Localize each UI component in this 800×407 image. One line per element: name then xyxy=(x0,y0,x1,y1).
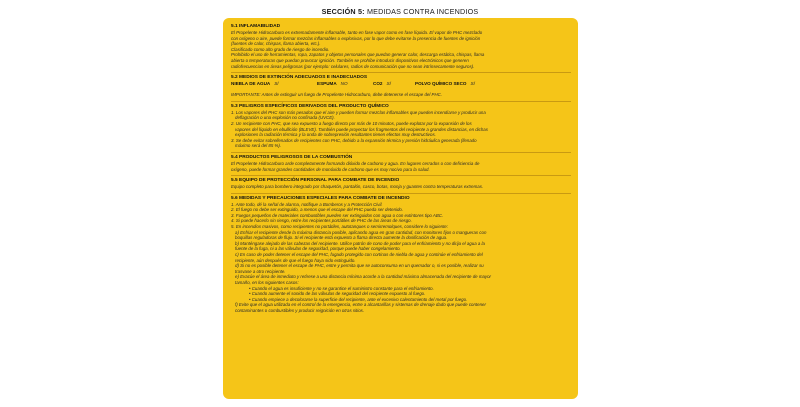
section-heading: 5.3 PELIGROS ESPECÍFICOS DERIVADOS DEL PRODUCTO QUÍMICO xyxy=(231,103,389,109)
section-5-5 xyxy=(231,176,571,194)
text-line: fuente de la fuga, ni a las válvulas de seguridad, porque puede haber congelamiento. xyxy=(235,246,401,252)
text-line: contaminantes o combustibles y producir reignición en otras sitios. xyxy=(235,307,365,313)
text-line: 3. Fuegos pequeños de materiales combustibles pueden ser extinguidos con agua o con extintores tipo ABC. xyxy=(231,212,444,218)
media-label: POLVO QUÍMICO SECO xyxy=(415,81,467,87)
text-line: f) Evite que el agua utilizada en el control de la emergencia, entre a alcantarillas y sistemas de drenaje dado que puede contener xyxy=(235,302,486,308)
section-heading: 5.4 PRODUCTOS PELIGROSOS DE LA COMBUSTIÓN xyxy=(231,154,353,160)
text-line: c) En caso de poder detener el escape del PHC, fugado protegido con cortinas de niebla de agua y continúe el enfriamiento del xyxy=(235,252,483,258)
section-5-3 xyxy=(231,102,571,153)
media-co2 xyxy=(373,81,415,87)
text-line: Prohibido el uso de herramientas, ropa, zapatos y objetos personales que puedan generar calor, descarga estática, chispas, llama xyxy=(231,52,485,58)
media-foam xyxy=(317,81,373,87)
text-line: 2. El fuego no debe ser extinguido, a menos que el escape del PHC pueda ser detenido. xyxy=(231,207,404,213)
media-label: ESPUMA xyxy=(317,81,337,87)
media-value: SÍ xyxy=(274,81,279,87)
text-line: Clasificado como alto grado de riesgo de incendio. xyxy=(231,46,330,52)
text-line: El Propelente Hidrocarburo arde completamente formando dióxido de carbono y agua. En lugares cerrados o con deficiencia de xyxy=(231,160,480,166)
section-5-2 xyxy=(231,73,571,102)
text-line: 3. Se debe evitar sobrellenados de recipientes con PHC, debido a la expansión térmica y presión hidráulica generada (llenado xyxy=(231,137,477,143)
text-line: vapores del líquido en ebullición (BLEVE). También puede proyectar los fragmentos del recipiente a grandes distancias, en dichas xyxy=(235,126,488,132)
media-value: SÍ xyxy=(470,81,475,87)
text-line: 5. En incendios masivos, como recipientes no portátiles, autotanques o semirremolques, considere lo siguiente: xyxy=(231,224,448,230)
text-line: explosiones la radiación térmica y la onda de sobrepresión resultantes tienen efectos muy destructivos. xyxy=(235,132,436,138)
section-label: SECCIÓN 5: xyxy=(321,7,365,16)
bullet-item: • Cuando aumente el sonido de las válvulas de seguridad del recipiente expuesto al fuego. xyxy=(231,291,571,297)
text-line: recipiente, aún después de que el fuego haya sido extinguido. xyxy=(235,257,356,263)
media-value: NO xyxy=(340,81,348,87)
page-title xyxy=(0,7,800,16)
media-water-fog xyxy=(231,81,317,87)
bullet-item: • Cuando empiece a decolorarse la superficie del recipiente, ante el excesivo calentamiento del metal por fuego. xyxy=(231,297,571,303)
text-line: oxígeno, puede formar grandes cantidades de monóxido de carbono que es muy nocivo para la salud. xyxy=(231,166,430,172)
text-line: e) Evacúe el área de inmediato y retírese a una distancia mínima acorde a la cantidad máxima almacenada del recipiente de mayor xyxy=(235,274,492,280)
text-line: tamaño, en los siguientes casos: xyxy=(235,280,299,285)
text-line: con oxígeno o aire, puede formar mezclas inflamables o explosivas, por lo que debe evitarse la presencia de fuentes de ignición xyxy=(231,35,481,41)
section-5-4 xyxy=(231,153,571,176)
text-line: d) Si no es posible detener el escape de PHC, entre y permita que se autoconsuma en un quemador o, si es posible, realizar su xyxy=(235,263,484,269)
text-line: 1. Ante todo, dé la señal de alarma, notifique a Bomberos y a Protección Civil. xyxy=(231,201,383,207)
text-line: Equipo completo para bombero integrado por chaquetón, pantalón, casco, botas, monja y guantes contra temperaturas extremas. xyxy=(231,184,484,190)
media-dry-chemical xyxy=(415,81,475,87)
section-heading: 5.2 MEDIOS DE EXTINCIÓN ADECUADOS E INADECUADOS xyxy=(231,75,368,81)
text-line: radiofrecuencias en áreas peligrosas (por ejemplo: celulares, radios de comunicación que no sean intrínsecamente seguros). xyxy=(231,63,475,69)
text-line: a) Enfriar el recipiente desde la máxima distancia posible, aplicando agua en gran cantidad, con monitores fijos o mangueras con xyxy=(235,229,487,235)
bullet-item: • Cuando el agua es insuficiente y no se garantice el suministro constante para el enfriamiento. xyxy=(231,286,571,292)
text-line: abierta o temperaturas que puedan provocar ignición. También se prohíbe introducir dispositivos electrónicos que generen xyxy=(231,57,469,63)
text-line: b) Manténgase alejado de las cabezas del recipiente. Utilice patrón de cono de poder para el enfriamiento y no dirija el agua a la xyxy=(235,240,485,246)
section-5-1 xyxy=(231,22,571,73)
fire-measures-panel xyxy=(223,18,578,399)
text-line: 1. Los vapores del PHC son más pesados que el aire y pueden formar mezclas inflamables que pueden incendiarse y producir una xyxy=(231,109,486,115)
text-line: 2. Un recipiente con PHC, que sea expuesto a fuego directo por más de 10 minutos, puede explotar por la expansión de los xyxy=(231,120,472,126)
text-line: (fuentes de calor, chispas, llama abierta, etc.). xyxy=(231,41,321,47)
section-heading: 5.6 MEDIDAS Y PRECAUCIONES ESPECIALES PARA COMBATE DE INCENDIO xyxy=(231,195,410,201)
text-line: máximo será del 85 %). xyxy=(235,143,282,149)
media-value: SÍ xyxy=(386,81,391,87)
section-heading: 5.1 INFLAMABILIDAD xyxy=(231,24,281,29)
text-line: trasvase a otro recipiente. xyxy=(235,268,286,274)
text-line: deflagración o una explosión no confinada (UVCE). xyxy=(235,115,335,121)
text-line: 4. Si puede hacerlo sin riesgo, retire los recipientes portátiles de PHC de las áreas de riesgo. xyxy=(231,218,412,224)
text-line: boquillas reguladoras de flujo. Si el recipiente está expuesto a flama directa aumente la dosificación de agua. xyxy=(235,235,448,241)
text-line: El Propelente Hidrocarburo es extremadamente inflamable, tanto en fase vapor como en fase líquida. El vapor de PHC mezclado xyxy=(231,30,483,35)
media-label: CO2 xyxy=(373,81,383,87)
section-5-6 xyxy=(231,194,571,317)
media-label: NIEBLA DE AGUA xyxy=(231,81,271,87)
important-note: IMPORTANTE: Antes de extinguir un fuego de Propelente Hidrocarburo, debe detenerse el escape del PHC. xyxy=(231,92,443,98)
section-heading: 5.5 EQUIPO DE PROTECCIÓN PERSONAL PARA COMBATE DE INCENDIO xyxy=(231,178,400,184)
section-title: MEDIDAS CONTRA INCENDIOS xyxy=(366,7,479,16)
